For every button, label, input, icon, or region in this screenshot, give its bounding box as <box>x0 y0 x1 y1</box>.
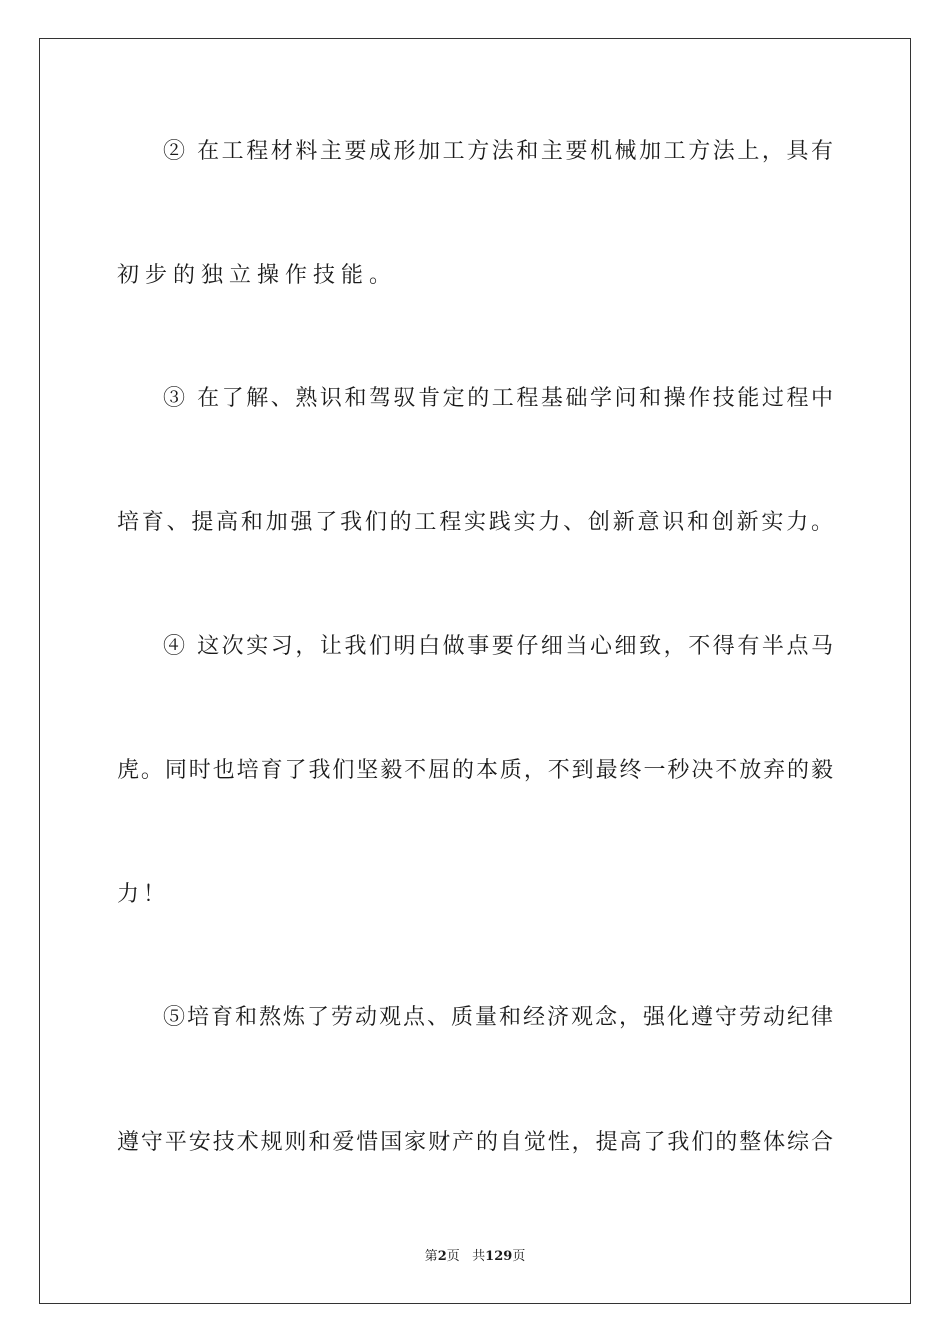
page-footer <box>0 1248 950 1266</box>
paragraph-4-line-3: 力！ <box>117 882 170 907</box>
footer-total-suffix: 页 <box>512 1249 526 1264</box>
paragraph-2-line-2: 初步的独立操作技能。 <box>117 263 398 288</box>
footer-page-number: 2 <box>437 1249 447 1264</box>
paragraph-4-line-1: ④ 这次实习，让我们明白做事要仔细当心细致，不得有半点马 <box>163 634 833 659</box>
footer-page-suffix: 页 <box>446 1249 460 1264</box>
paragraph-3-line-1: ③ 在了解、熟识和驾驭肯定的工程基础学问和操作技能过程中 <box>163 386 833 411</box>
paragraph-2-line-1: ② 在工程材料主要成形加工方法和主要机械加工方法上，具有 <box>163 139 833 164</box>
paragraph-4-line-2: 虎。同时也培育了我们坚毅不屈的本质，不到最终一秒决不放弃的毅 <box>117 758 833 783</box>
footer-total-prefix: 共 <box>472 1249 486 1264</box>
paragraph-3-line-2: 培育、提高和加强了我们的工程实践实力、创新意识和创新实力。 <box>117 510 833 535</box>
footer-prefix: 第 <box>424 1249 438 1264</box>
footer-total-pages: 129 <box>485 1249 513 1264</box>
page-frame <box>39 38 911 1304</box>
paragraph-5-line-2: 遵守平安技术规则和爱惜国家财产的自觉性，提高了我们的整体综合 <box>117 1130 833 1155</box>
paragraph-5-line-1: ⑤培育和熬炼了劳动观点、质量和经济观念，强化遵守劳动纪律 <box>163 1005 833 1030</box>
